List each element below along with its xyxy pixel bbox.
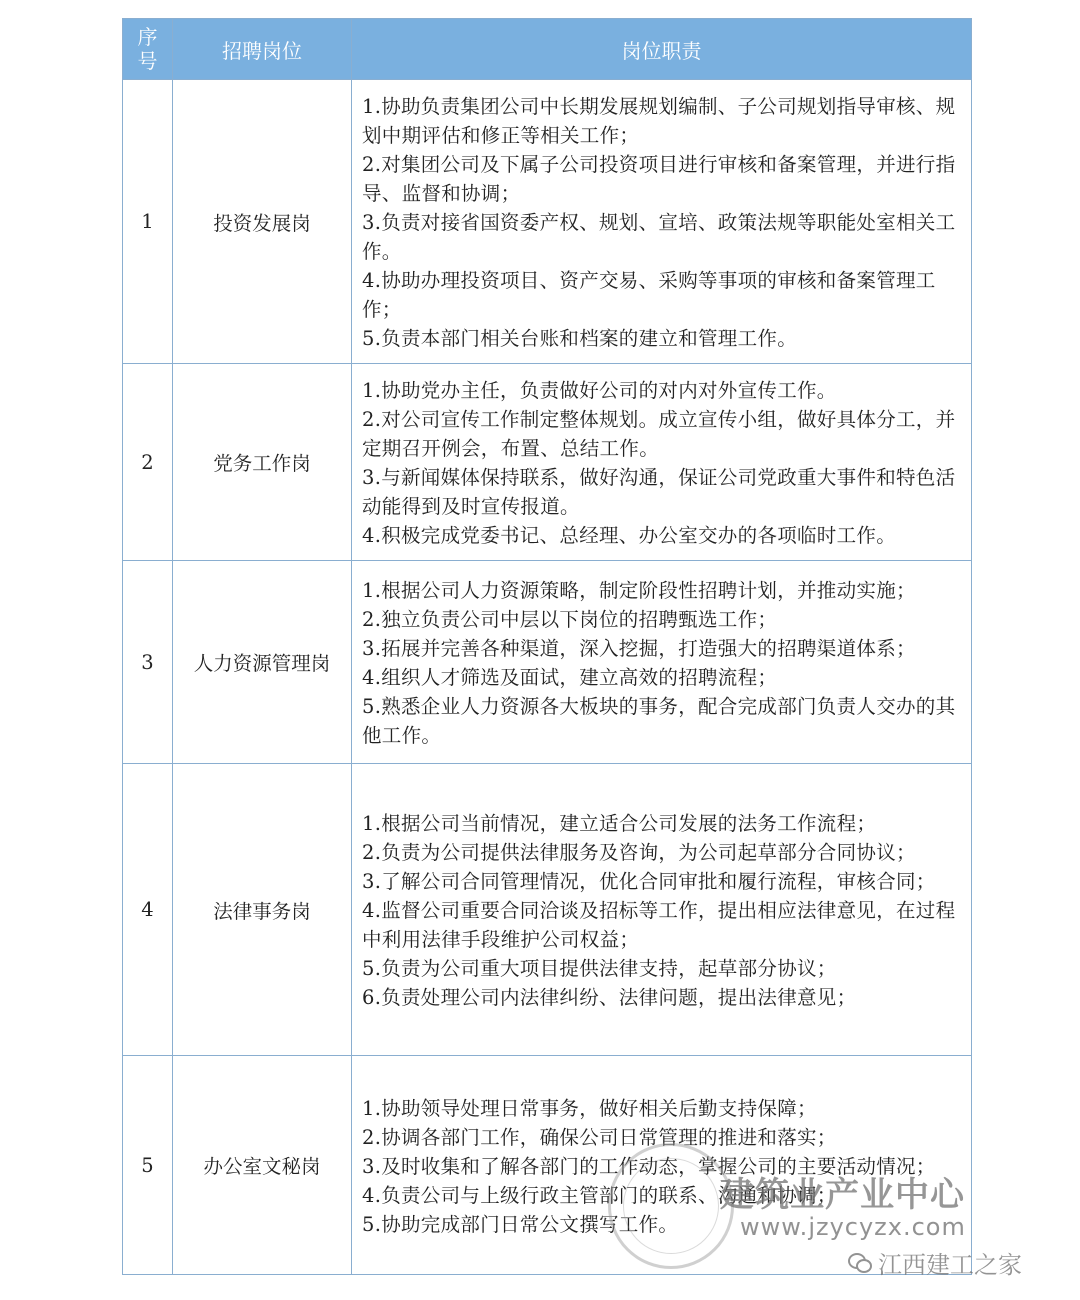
duty-item: 1.协助党办主任，负责做好公司的对内对外宣传工作。 — [362, 379, 837, 402]
row-number: 1 — [123, 80, 173, 364]
duty-item: 5.负责为公司重大项目提供法律支持，起草部分协议； — [362, 957, 837, 980]
duty-item: 5.负责本部门相关台账和档案的建立和管理工作。 — [362, 327, 798, 350]
duty-item: 4.监督公司重要合同洽谈及招标等工作，提出相应法律意见，在过程中利用法律手段维护公司权益； — [362, 899, 956, 951]
duty-item: 3.负责对接省国资委产权、规划、宣培、政策法规等职能处室相关工作。 — [362, 211, 956, 263]
table-row — [123, 764, 972, 1056]
recruitment-table-container — [122, 18, 971, 1275]
row-duties — [352, 364, 972, 561]
table-row — [123, 1056, 972, 1275]
duty-item: 5.熟悉企业人力资源各大板块的事务，配合完成部门负责人交办的其他工作。 — [362, 695, 956, 747]
row-number: 5 — [123, 1056, 173, 1275]
duty-item: 3.与新闻媒体保持联系，做好沟通，保证公司党政重大事件和特色活动能得到及时宣传报道。 — [362, 466, 956, 518]
duty-item: 4.积极完成党委书记、总经理、办公室交办的各项临时工作。 — [362, 524, 897, 547]
duty-item: 1.根据公司当前情况，建立适合公司发展的法务工作流程； — [362, 812, 877, 835]
duty-item: 5.协助完成部门日常公文撰写工作。 — [362, 1212, 679, 1236]
duty-item: 2.对公司宣传工作制定整体规划。成立宣传小组，做好具体分工，并定期召开例会，布置、总结工作。 — [362, 408, 956, 460]
watermark-account-name: 江西建工之家 — [878, 1251, 1022, 1279]
duty-item: 1.协助负责集团公司中长期发展规划编制、子公司规划指导审核、规划中期评估和修正等相关工作； — [362, 95, 956, 147]
table-row — [123, 561, 972, 764]
duty-item: 3.拓展并完善各种渠道，深入挖掘，打造强大的招聘渠道体系； — [362, 637, 916, 660]
duty-item: 2.对集团公司及下属子公司投资项目进行审核和备案管理，并进行指导、监督和协调； — [362, 153, 956, 205]
duty-item: 4.组织人才筛选及面试，建立高效的招聘流程； — [362, 666, 778, 689]
duty-item: 3.及时收集和了解各部门的工作动态，掌握公司的主要活动情况； — [362, 1154, 936, 1178]
watermark-url: www.jzycyzx.com — [740, 1213, 966, 1241]
watermark-title: 建筑业产业中心 — [720, 1175, 965, 1215]
table-row — [123, 80, 972, 364]
duty-item: 1.根据公司人力资源策略，制定阶段性招聘计划，并推动实施； — [362, 579, 916, 602]
table-row — [123, 364, 972, 561]
header-duties: 岗位职责 — [352, 19, 972, 80]
row-post: 办公室文秘岗 — [173, 1056, 352, 1275]
duty-item: 1.协助领导处理日常事务，做好相关后勤支持保障； — [362, 1096, 817, 1120]
header-number-char-1: 序 — [137, 25, 158, 49]
row-duties — [352, 80, 972, 364]
table-header-row — [123, 19, 972, 80]
row-post: 党务工作岗 — [173, 364, 352, 561]
duty-item: 3.了解公司合同管理情况，优化合同审批和履行流程，审核合同； — [362, 870, 936, 893]
row-post: 人力资源管理岗 — [173, 561, 352, 764]
row-duties — [352, 764, 972, 1056]
header-number-char-2: 号 — [137, 49, 158, 73]
recruitment-table — [122, 18, 972, 1275]
header-post: 招聘岗位 — [173, 19, 352, 80]
row-duties — [352, 1056, 972, 1275]
duty-item: 4.负责公司与上级行政主管部门的联系、沟通和协调； — [362, 1183, 837, 1207]
duty-item: 6.负责处理公司内法律纠纷、法律问题，提出法律意见； — [362, 986, 857, 1009]
duty-item: 2.负责为公司提供法律服务及咨询，为公司起草部分合同协议； — [362, 841, 916, 864]
row-post: 法律事务岗 — [173, 764, 352, 1056]
duty-item: 4.协助办理投资项目、资产交易、采购等事项的审核和备案管理工作； — [362, 269, 936, 321]
duty-item: 2.协调各部门工作，确保公司日常管理的推进和落实； — [362, 1125, 837, 1149]
row-duties — [352, 561, 972, 764]
row-post: 投资发展岗 — [173, 80, 352, 364]
row-number: 2 — [123, 364, 173, 561]
header-number — [123, 19, 173, 80]
duty-item: 2.独立负责公司中层以下岗位的招聘甄选工作； — [362, 608, 778, 631]
row-number: 3 — [123, 561, 173, 764]
row-number: 4 — [123, 764, 173, 1056]
